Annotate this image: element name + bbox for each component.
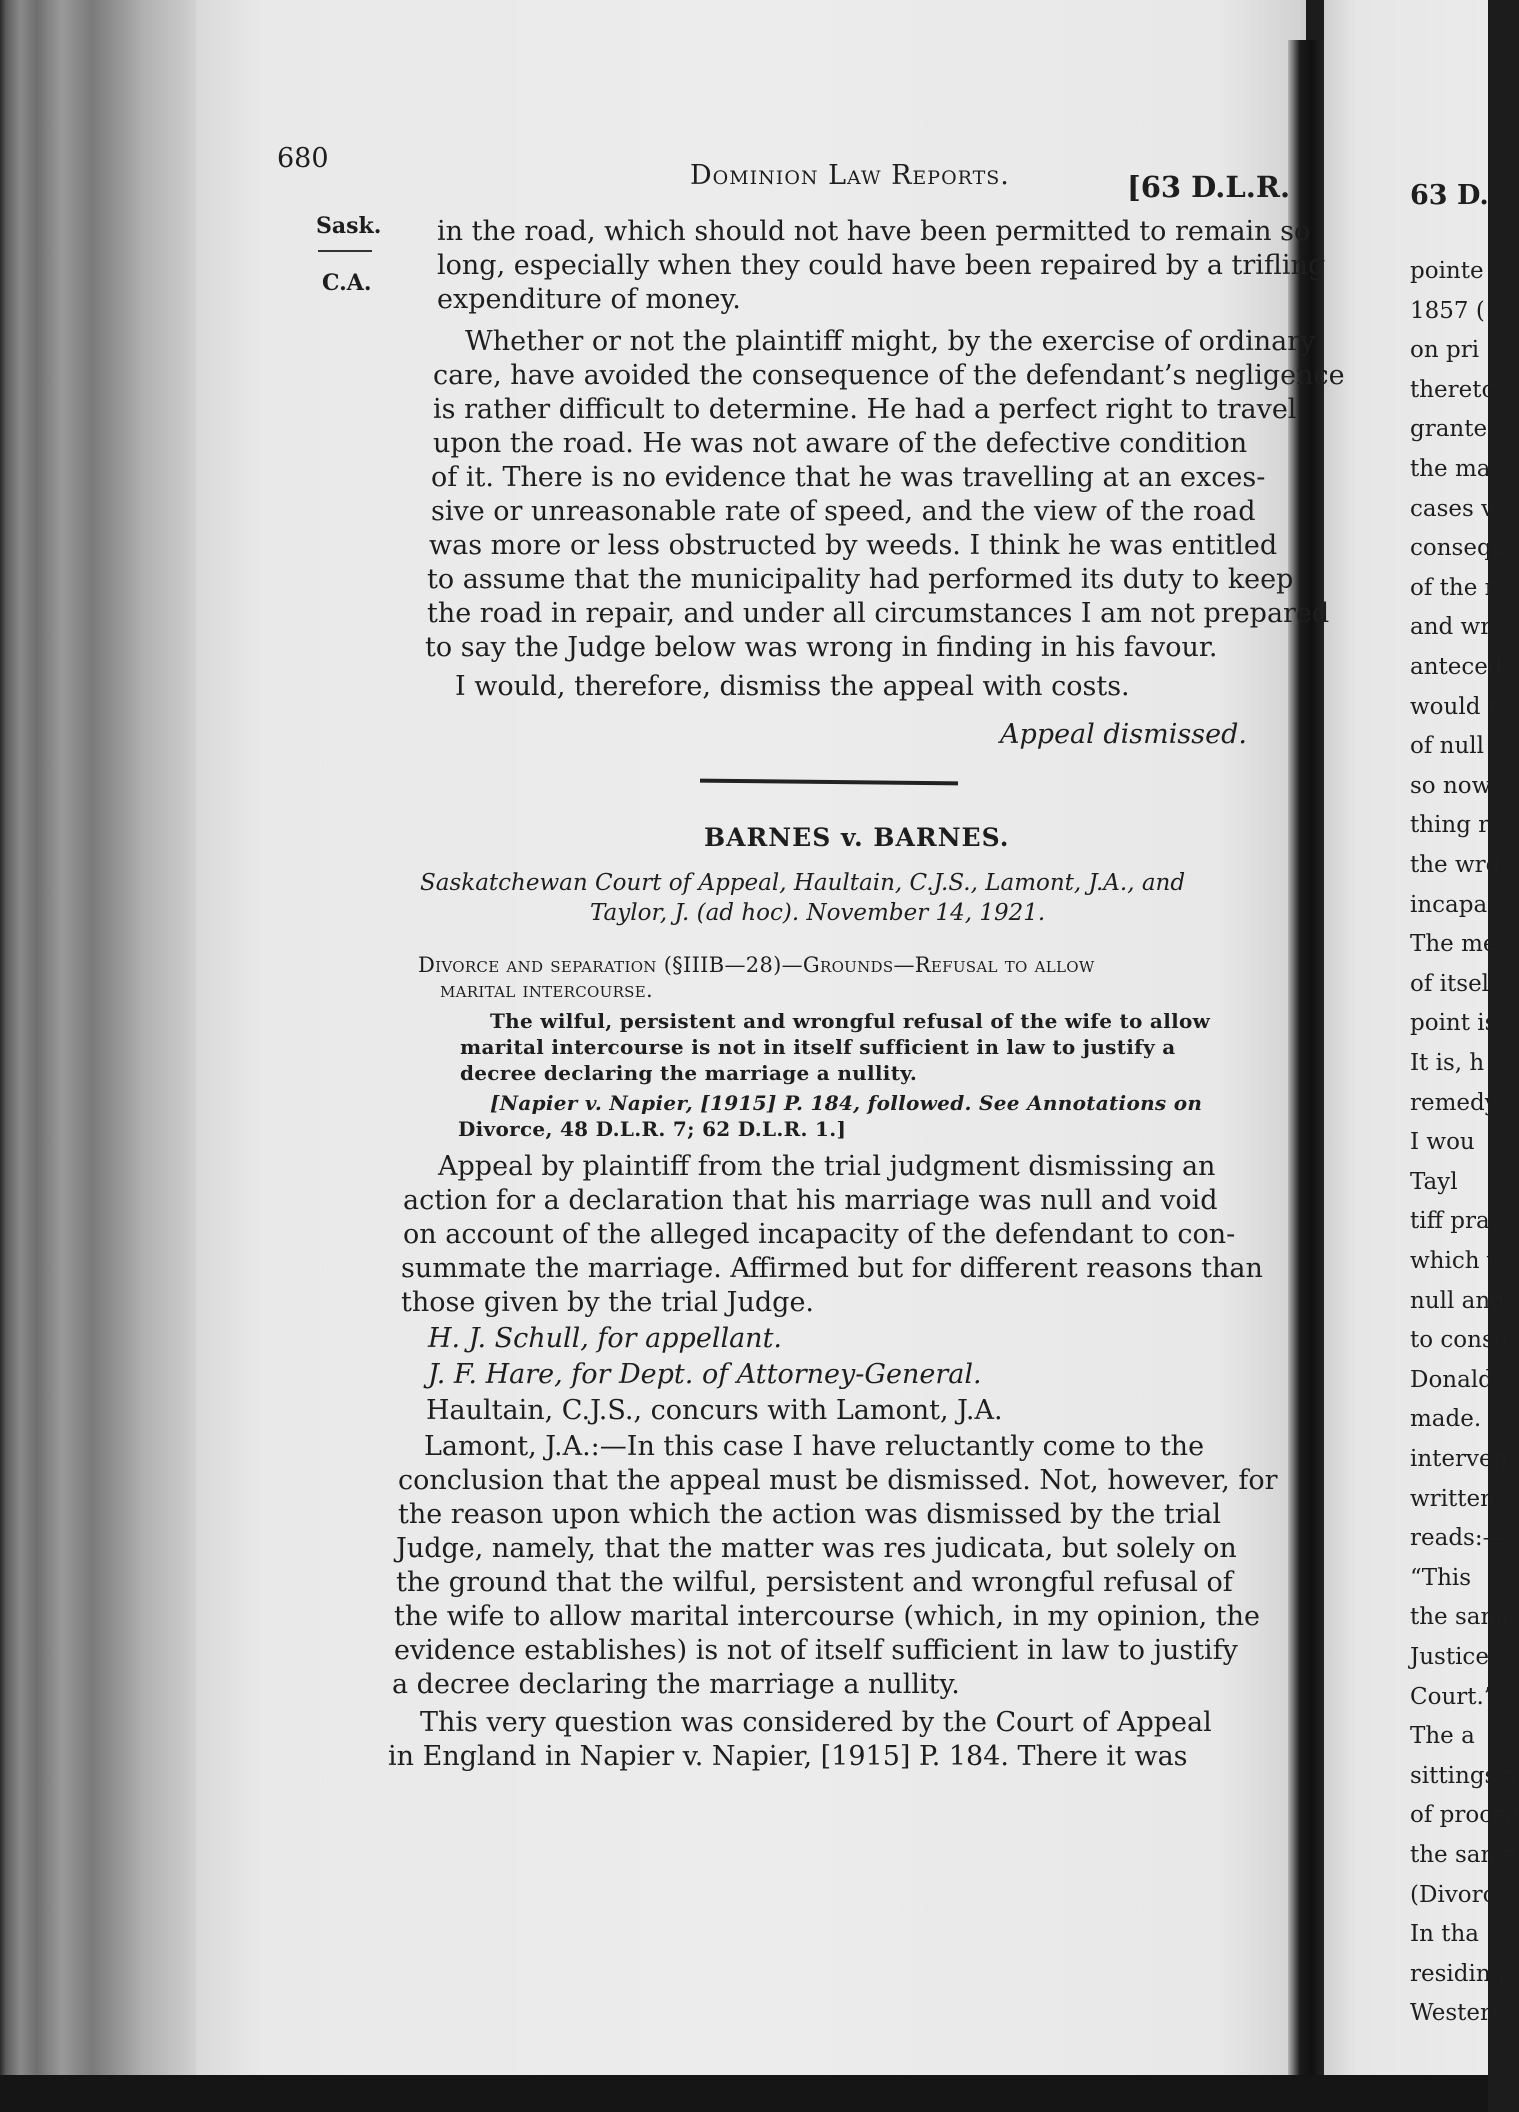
facing-page-line: sittings a bbox=[1410, 1762, 1518, 1789]
text-line: the road in repair, and under all circumstances I am not prepared bbox=[427, 598, 1330, 629]
judgment-text: in England in Napier v. Napier, [1915] P. 184. There it was bbox=[388, 1741, 1188, 1772]
facing-page-line: so now. bbox=[1410, 772, 1496, 799]
headnote-text: marital intercourse is not in itself sufficient in law to justify a bbox=[460, 1035, 1176, 1059]
facing-page-line: null and bbox=[1410, 1287, 1505, 1314]
counsel-line: J. F. Hare, for Dept. of Attorney-General. bbox=[428, 1359, 982, 1390]
facing-page-line: remedy bbox=[1410, 1089, 1498, 1116]
facing-page-line: theretc bbox=[1410, 376, 1495, 403]
facing-page-line: Western bbox=[1410, 2000, 1506, 2027]
facing-page-line: pointe bbox=[1410, 258, 1484, 284]
facing-page-line: Justice bbox=[1410, 1644, 1489, 1670]
facing-page-line: point is bbox=[1410, 1010, 1497, 1037]
text-line: was more or less obstructed by weeds. I think he was entitled bbox=[429, 530, 1278, 561]
facing-page-line: of procee bbox=[1410, 1802, 1519, 1829]
facing-page-header: 63 D. bbox=[1410, 180, 1489, 211]
running-title: Dominion Law Reports. bbox=[690, 160, 1010, 191]
judgment-text: evidence establishes) is not of itself sufficient in law to justify bbox=[394, 1635, 1238, 1666]
appeal-result: Appeal dismissed. bbox=[1000, 719, 1247, 750]
right-page-fragment bbox=[1324, 0, 1519, 2112]
margin-province: Sask. bbox=[316, 213, 382, 239]
facing-page-line: Court.” bbox=[1410, 1683, 1496, 1710]
facing-page-line: tiff pray bbox=[1410, 1208, 1503, 1235]
headnote-text: decree declaring the marriage a nullity. bbox=[460, 1061, 918, 1085]
judgment-text: the ground that the wilful, persistent and wrongful refusal of bbox=[396, 1567, 1233, 1598]
facing-page-line: cases v bbox=[1410, 495, 1495, 522]
judgment-text: This very question was considered by the Court of Appeal bbox=[420, 1707, 1212, 1738]
headnote-citation: Divorce, 48 D.L.R. 7; 62 D.L.R. 1.] bbox=[458, 1117, 847, 1141]
judgment-text: conclusion that the appeal must be dismissed. Not, however, for bbox=[398, 1465, 1278, 1496]
text-line: is rather difficult to determine. He had a perfect right to travel bbox=[433, 394, 1297, 425]
facing-page-line: I wou bbox=[1410, 1129, 1475, 1156]
facing-page-line: reads:— bbox=[1410, 1525, 1506, 1552]
facing-page-line: anteced bbox=[1410, 654, 1503, 680]
facing-page-line: which v bbox=[1410, 1248, 1500, 1274]
facing-page-line: The a bbox=[1410, 1723, 1475, 1750]
judgment-text: Lamont, J.A.:—In this case I have reluctantly come to the bbox=[424, 1431, 1205, 1462]
facing-page-line: to consu bbox=[1410, 1327, 1509, 1354]
appeal-text: Appeal by plaintiff from the trial judgment dismissing an bbox=[438, 1151, 1216, 1182]
headnote-heading: marital intercourse. bbox=[440, 978, 653, 1002]
facing-page-line: made. bbox=[1410, 1406, 1482, 1433]
case-title: BARNES v. BARNES. bbox=[704, 823, 1010, 852]
appeal-text: those given by the trial Judge. bbox=[401, 1287, 815, 1318]
judgment-text: the reason upon which the action was dismissed by the trial bbox=[398, 1499, 1221, 1530]
bottom-shadow bbox=[0, 2075, 1488, 2112]
facing-page-line: the same bbox=[1410, 1604, 1516, 1631]
facing-page-line: of null bbox=[1410, 733, 1485, 760]
concurrence: Haultain, C.J.S., concurs with Lamont, J.A. bbox=[426, 1395, 1003, 1426]
facing-page-line: consequ bbox=[1410, 535, 1507, 562]
judgment-text: the wife to allow marital intercourse (which, in my opinion, the bbox=[394, 1601, 1260, 1632]
facing-page-line: incapac bbox=[1410, 891, 1501, 918]
facing-page-line: Donald, bbox=[1410, 1366, 1501, 1393]
text-line: I would, therefore, dismiss the appeal with costs. bbox=[455, 671, 1130, 702]
court-line: Saskatchewan Court of Appeal, Haultain, C.J.S., Lamont, J.A., and bbox=[420, 870, 1186, 896]
facing-page-line: the wro bbox=[1410, 852, 1500, 878]
facing-page-line: written bbox=[1410, 1485, 1495, 1512]
appeal-text: summate the marriage. Affirmed but for different reasons than bbox=[401, 1253, 1263, 1284]
appeal-text: on account of the alleged incapacity of the defendant to con- bbox=[403, 1219, 1236, 1250]
facing-page-line: the ma bbox=[1410, 456, 1491, 482]
facing-page-line: of itsel bbox=[1410, 970, 1490, 997]
counsel-line: H. J. Schull, for appellant. bbox=[428, 1323, 783, 1354]
facing-page-line: interven bbox=[1410, 1446, 1508, 1472]
facing-page-line: In tha bbox=[1410, 1921, 1479, 1948]
volume-reference: [63 D.L.R. bbox=[1127, 170, 1291, 204]
appeal-text: action for a declaration that his marriage was null and void bbox=[403, 1185, 1218, 1216]
headnote-text: The wilful, persistent and wrongful refusal of the wife to allow bbox=[490, 1009, 1211, 1033]
text-line: sive or unreasonable rate of speed, and the view of the road bbox=[431, 496, 1256, 527]
text-line: expenditure of money. bbox=[437, 284, 741, 315]
margin-court: C.A. bbox=[322, 270, 372, 296]
text-line: to assume that the municipality had performed its duty to keep bbox=[427, 564, 1294, 595]
text-line: of it. There is no evidence that he was travelling at an exces- bbox=[431, 462, 1266, 493]
margin-divider bbox=[318, 250, 372, 252]
facing-page-line: 1857 ( bbox=[1410, 297, 1485, 324]
facing-page-line: It is, h bbox=[1410, 1050, 1485, 1076]
facing-page-line: and wr bbox=[1410, 614, 1492, 641]
facing-page-line: The me bbox=[1410, 931, 1497, 958]
page-number: 680 bbox=[277, 143, 329, 174]
judgment-text: Judge, namely, that the matter was res judicata, but solely on bbox=[396, 1533, 1237, 1564]
headnote-heading: Divorce and separation (§IIIB—28)—Grounds—Refusal to allow bbox=[418, 953, 1095, 977]
text-line: to say the Judge below was wrong in finding in his favour. bbox=[425, 632, 1218, 663]
court-line: Taylor, J. (ad hoc). November 14, 1921. bbox=[590, 900, 1046, 926]
facing-page-line: the same bbox=[1410, 1842, 1516, 1868]
text-line: Whether or not the plaintiff might, by the exercise of ordinary bbox=[465, 326, 1316, 357]
headnote-citation: [Napier v. Napier, [1915] P. 184, followed. See Annotations on bbox=[490, 1091, 1203, 1115]
facing-page-line: residing bbox=[1410, 1960, 1506, 1987]
facing-page-line: thing r bbox=[1410, 812, 1490, 839]
facing-page-line: on pri bbox=[1410, 337, 1480, 364]
text-line: in the road, which should not have been permitted to remain so bbox=[437, 216, 1311, 247]
facing-page-line: grantec bbox=[1410, 416, 1500, 443]
book-spine-edge bbox=[0, 0, 205, 2112]
text-line: upon the road. He was not aware of the defective condition bbox=[433, 428, 1248, 459]
facing-page-line: (Divorce bbox=[1410, 1881, 1510, 1908]
text-line: care, have avoided the consequence of the defendant’s negligence bbox=[433, 360, 1345, 391]
facing-page-line: of the r bbox=[1410, 574, 1496, 601]
facing-page-line: would r bbox=[1410, 693, 1499, 720]
facing-page-line: Tayl bbox=[1410, 1168, 1458, 1195]
facing-page-line: “This bbox=[1410, 1564, 1472, 1591]
text-line: long, especially when they could have been repaired by a trifling bbox=[437, 250, 1326, 281]
judgment-text: a decree declaring the marriage a nullity. bbox=[392, 1669, 960, 1700]
